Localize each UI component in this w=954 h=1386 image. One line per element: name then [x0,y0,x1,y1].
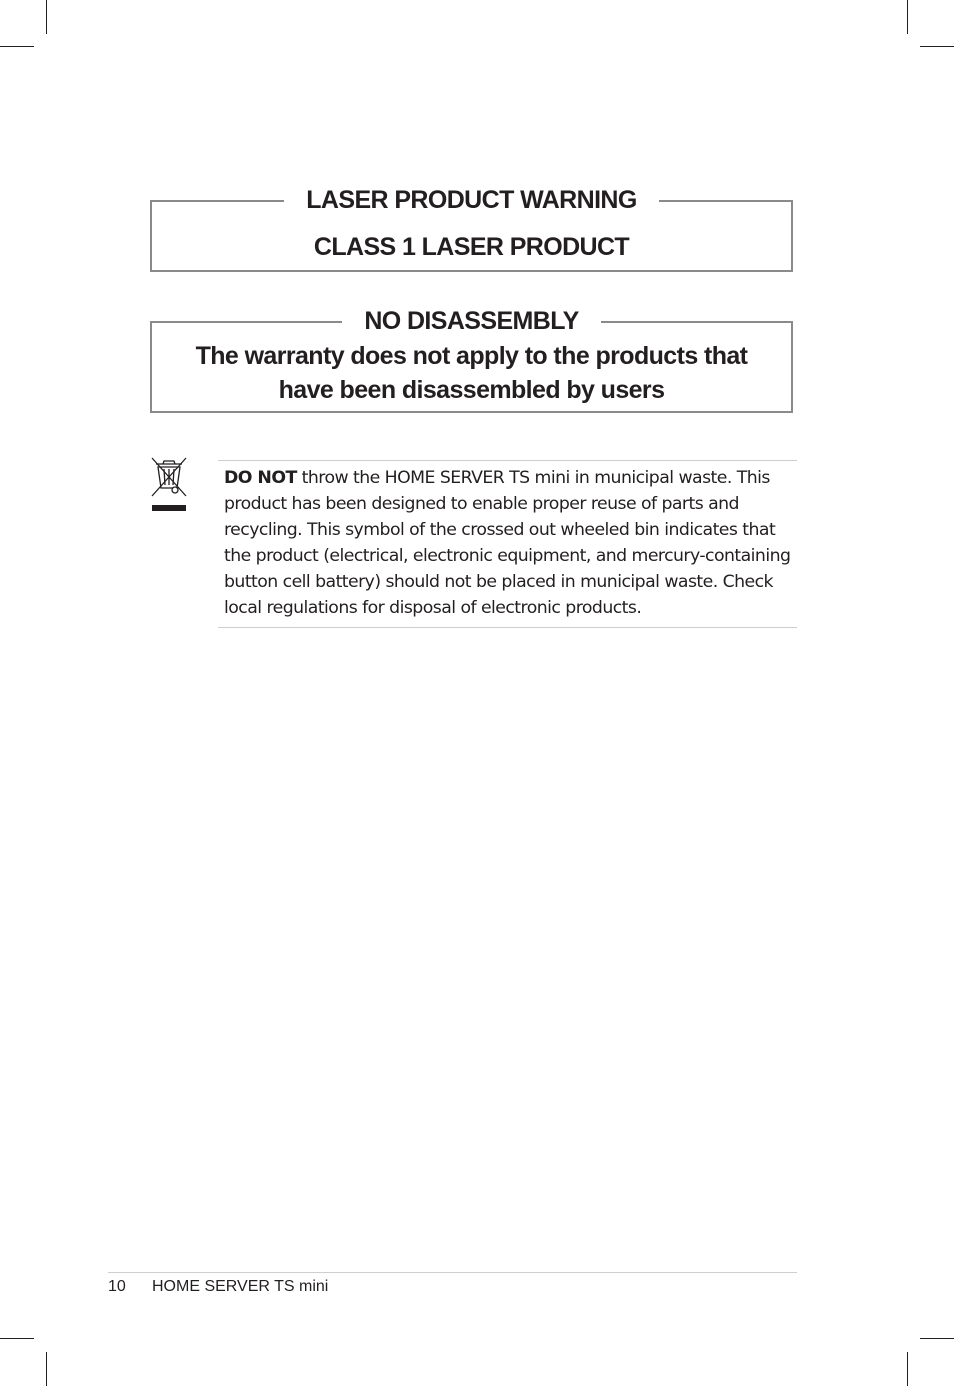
do-not-emphasis: DO NOT [224,468,297,488]
warranty-text-line-2: have been disassembled by users [278,376,665,404]
waste-disposal-notice [218,460,797,628]
waste-disposal-text [224,465,791,621]
waste-disposal-body: throw the HOME SERVER TS mini in municipal waste. This product has been designed to enable proper reuse of parts and recycling. This symbol of the crossed out wheeled bin indicates that the product (electrical, electronic equipment, and mercury-containing button cell battery) should not be placed in municipal waste. Check local regulations for disposal of electronic products. [224,468,791,618]
crop-mark [920,1338,954,1339]
crop-mark [0,46,34,47]
page-number: 10 [108,1278,126,1295]
footer-title: HOME SERVER TS mini [152,1278,329,1295]
crop-mark [46,0,47,34]
no-disassembly-box [150,307,793,413]
crop-mark [920,46,954,47]
laser-class-text: CLASS 1 LASER PRODUCT [313,233,630,261]
crossed-out-wheeled-bin-icon [151,455,187,513]
crop-mark [907,0,908,34]
warranty-text-line-1: The warranty does not apply to the products that [195,342,748,370]
laser-warning-title: LASER PRODUCT WARNING [152,186,791,215]
no-disassembly-title: NO DISASSEMBLY [152,307,791,336]
footer-divider [108,1272,797,1273]
crop-mark [0,1338,34,1339]
crop-mark [907,1352,908,1386]
crop-mark [46,1352,47,1386]
laser-warning-box [150,186,793,272]
